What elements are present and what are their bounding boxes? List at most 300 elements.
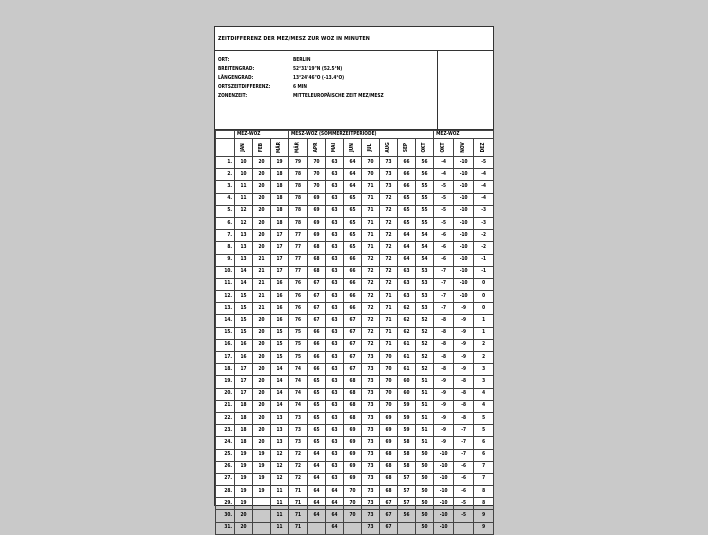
value-cell: 70 — [362, 169, 380, 181]
value-cell: 12 — [235, 217, 253, 229]
group-header-row — [216, 131, 494, 139]
value-cell: 19 — [253, 461, 271, 473]
table-row — [216, 339, 494, 351]
value-cell: 73 — [380, 169, 398, 181]
value-cell: 17 — [271, 230, 289, 242]
value-cell: 63 — [326, 169, 344, 181]
value-cell: -3 — [474, 205, 494, 217]
value-cell: -10 — [434, 486, 454, 498]
value-cell: 72 — [362, 327, 380, 339]
table-row — [216, 510, 494, 522]
value-cell: 55 — [416, 217, 434, 229]
value-cell: 71 — [362, 230, 380, 242]
value-cell: 76 — [289, 303, 308, 315]
value-cell: 67 — [308, 278, 326, 290]
value-cell: 54 — [416, 254, 434, 266]
value-cell: 4 — [474, 388, 494, 400]
value-cell: 66 — [308, 352, 326, 364]
value-cell: 11 — [235, 193, 253, 205]
value-cell: 73 — [362, 437, 380, 449]
month-label: MAI — [332, 142, 337, 153]
value-cell: -8 — [454, 400, 474, 412]
value-cell: 63 — [326, 254, 344, 266]
value-cell: -5 — [454, 498, 474, 510]
value-cell: -10 — [434, 473, 454, 485]
value-cell: -9 — [454, 364, 474, 376]
month-label: JUN — [350, 143, 355, 152]
value-cell: 72 — [380, 242, 398, 254]
value-cell: 13 — [235, 242, 253, 254]
value-cell — [253, 522, 271, 534]
value-cell: 19 — [235, 473, 253, 485]
value-cell: 76 — [289, 291, 308, 303]
day-cell: 3. — [216, 181, 235, 193]
value-cell: -10 — [454, 193, 474, 205]
value-cell: 13 — [235, 254, 253, 266]
info-value: MITTELEUROPÄISCHE ZEIT MEZ/MESZ — [293, 94, 384, 99]
value-cell: -6 — [454, 486, 474, 498]
value-cell: 67 — [344, 364, 362, 376]
table-row — [216, 486, 494, 498]
value-cell: 71 — [362, 181, 380, 193]
value-cell: 15 — [235, 327, 253, 339]
value-cell: 55 — [416, 193, 434, 205]
value-cell: 14 — [271, 400, 289, 412]
value-cell: 52 — [416, 339, 434, 351]
value-cell: 71 — [380, 315, 398, 327]
table-row — [216, 181, 494, 193]
value-cell: 63 — [326, 205, 344, 217]
value-cell: -10 — [434, 461, 454, 473]
value-cell: 73 — [362, 461, 380, 473]
table-row — [216, 473, 494, 485]
value-cell: 20 — [253, 364, 271, 376]
value-cell: 0 — [474, 291, 494, 303]
value-cell: 78 — [289, 217, 308, 229]
value-cell: 72 — [380, 230, 398, 242]
value-cell: 73 — [380, 181, 398, 193]
value-cell: 51 — [416, 412, 434, 424]
value-cell: 72 — [362, 303, 380, 315]
value-cell: 20 — [253, 339, 271, 351]
value-cell: 2 — [474, 339, 494, 351]
value-cell: 77 — [289, 242, 308, 254]
location-info-block — [215, 51, 493, 130]
value-cell: 75 — [289, 352, 308, 364]
day-cell: 30. — [216, 510, 235, 522]
value-cell: 71 — [380, 339, 398, 351]
day-cell: 12. — [216, 291, 235, 303]
value-cell: 21 — [253, 303, 271, 315]
value-cell: 14 — [271, 376, 289, 388]
value-cell: 77 — [289, 230, 308, 242]
value-cell: 64 — [308, 473, 326, 485]
value-cell: 71 — [289, 498, 308, 510]
day-cell: 2. — [216, 169, 235, 181]
table-row — [216, 412, 494, 424]
value-cell: -8 — [434, 315, 454, 327]
value-cell: -7 — [454, 449, 474, 461]
value-cell: 64 — [326, 486, 344, 498]
value-cell: 1 — [474, 315, 494, 327]
value-cell: -6 — [454, 473, 474, 485]
info-key: LÄNGENGRAD: — [218, 76, 254, 81]
value-cell: 20 — [253, 412, 271, 424]
info-divider — [437, 51, 438, 129]
table-row — [216, 461, 494, 473]
value-cell: 63 — [326, 157, 344, 169]
table-row — [216, 157, 494, 169]
value-cell: -10 — [454, 157, 474, 169]
value-cell: 68 — [380, 449, 398, 461]
value-cell: 64 — [308, 510, 326, 522]
day-cell: 20. — [216, 388, 235, 400]
value-cell: 50 — [416, 498, 434, 510]
value-cell: 63 — [326, 315, 344, 327]
info-value: BERLIN — [293, 58, 311, 63]
day-cell: 11. — [216, 278, 235, 290]
month-header — [434, 139, 454, 157]
value-cell: 59 — [398, 412, 416, 424]
day-cell: 16. — [216, 339, 235, 351]
value-cell: 79 — [289, 157, 308, 169]
value-cell: 66 — [344, 254, 362, 266]
value-cell: 63 — [326, 291, 344, 303]
value-cell: 62 — [398, 315, 416, 327]
day-cell: 15. — [216, 327, 235, 339]
value-cell: 70 — [380, 388, 398, 400]
value-cell: 71 — [289, 522, 308, 534]
value-cell: 52 — [416, 364, 434, 376]
table-row — [216, 217, 494, 229]
value-cell: 64 — [308, 449, 326, 461]
value-cell: 63 — [326, 388, 344, 400]
value-cell: 58 — [398, 437, 416, 449]
day-cell: 22. — [216, 412, 235, 424]
value-cell — [253, 498, 271, 510]
month-label: OKT — [422, 142, 428, 153]
info-key: ORT: — [218, 58, 230, 63]
value-cell: 70 — [344, 498, 362, 510]
value-cell: 73 — [362, 486, 380, 498]
month-label: DEZ — [481, 142, 487, 153]
value-cell: 63 — [398, 291, 416, 303]
month-header — [344, 139, 362, 157]
value-cell: 75 — [289, 327, 308, 339]
value-cell: 58 — [398, 461, 416, 473]
value-cell: 64 — [308, 461, 326, 473]
value-cell: -6 — [434, 254, 454, 266]
value-cell: 69 — [344, 473, 362, 485]
value-cell: 16 — [271, 303, 289, 315]
value-cell: 61 — [398, 364, 416, 376]
value-cell: 14 — [235, 266, 253, 278]
value-cell: 56 — [416, 157, 434, 169]
value-cell: 68 — [380, 461, 398, 473]
value-cell: 65 — [308, 412, 326, 424]
value-cell: 18 — [271, 169, 289, 181]
value-cell: 67 — [380, 522, 398, 534]
value-cell: 72 — [362, 315, 380, 327]
value-cell: 17 — [235, 364, 253, 376]
table-row — [216, 437, 494, 449]
value-cell: 70 — [380, 364, 398, 376]
value-cell: 72 — [380, 266, 398, 278]
value-cell: 13 — [271, 437, 289, 449]
value-cell: 63 — [398, 278, 416, 290]
value-cell: 65 — [398, 193, 416, 205]
value-cell: -7 — [434, 278, 454, 290]
value-cell: 72 — [362, 278, 380, 290]
value-cell: 12 — [271, 461, 289, 473]
value-cell: -10 — [454, 217, 474, 229]
value-cell: -7 — [434, 303, 454, 315]
value-cell: 69 — [308, 217, 326, 229]
value-cell: 70 — [380, 400, 398, 412]
table-row — [216, 388, 494, 400]
value-cell: 9 — [474, 510, 494, 522]
value-cell: 16 — [271, 291, 289, 303]
value-cell: 17 — [235, 388, 253, 400]
value-cell: 51 — [416, 388, 434, 400]
value-cell: 13 — [271, 412, 289, 424]
info-value: 52°31'19"N (52.5°N) — [293, 67, 343, 72]
value-cell: 51 — [416, 376, 434, 388]
value-cell: -3 — [474, 217, 494, 229]
day-cell: 9. — [216, 254, 235, 266]
value-cell: -10 — [454, 205, 474, 217]
value-cell: 64 — [308, 486, 326, 498]
month-header — [271, 139, 289, 157]
value-cell: 68 — [344, 376, 362, 388]
value-cell: 13 — [235, 230, 253, 242]
table-row — [216, 449, 494, 461]
value-cell: 20 — [253, 376, 271, 388]
value-cell: 63 — [326, 364, 344, 376]
month-label: MÄR — [295, 142, 301, 153]
table-row — [216, 254, 494, 266]
value-cell: 3 — [474, 376, 494, 388]
value-cell: 71 — [362, 242, 380, 254]
value-cell: 64 — [308, 498, 326, 510]
value-cell — [454, 522, 474, 534]
value-cell: 69 — [344, 437, 362, 449]
value-cell: -8 — [434, 327, 454, 339]
value-cell: 20 — [253, 157, 271, 169]
value-cell: 14 — [271, 364, 289, 376]
table-row — [216, 522, 494, 534]
day-cell: 1. — [216, 157, 235, 169]
value-cell: -7 — [434, 266, 454, 278]
value-cell: 74 — [289, 400, 308, 412]
month-label: JUL — [368, 143, 373, 152]
day-cell: 26. — [216, 461, 235, 473]
value-cell: 66 — [308, 364, 326, 376]
info-value: 13°24'46"O (-13.4°O) — [293, 76, 345, 81]
value-cell: -5 — [434, 193, 454, 205]
value-cell: 63 — [326, 230, 344, 242]
group-header-winter-1: MEZ-WOZ — [235, 131, 289, 139]
value-cell: 53 — [416, 291, 434, 303]
table-row — [216, 303, 494, 315]
value-cell: 50 — [416, 461, 434, 473]
value-cell: 78 — [289, 169, 308, 181]
value-cell: -10 — [454, 230, 474, 242]
month-header — [326, 139, 344, 157]
value-cell: -5 — [474, 157, 494, 169]
value-cell: -4 — [474, 169, 494, 181]
value-cell: 12 — [235, 205, 253, 217]
value-cell: 19 — [235, 498, 253, 510]
value-cell: -5 — [454, 510, 474, 522]
value-cell: 50 — [416, 522, 434, 534]
value-cell: 15 — [235, 315, 253, 327]
value-cell: 19 — [253, 449, 271, 461]
value-cell: 10 — [235, 169, 253, 181]
value-cell: -10 — [454, 254, 474, 266]
value-cell: 57 — [398, 473, 416, 485]
value-cell: 9 — [474, 522, 494, 534]
month-header — [289, 139, 308, 157]
value-cell: 66 — [308, 327, 326, 339]
value-cell: 69 — [380, 425, 398, 437]
value-cell: 63 — [326, 339, 344, 351]
value-cell: 64 — [398, 254, 416, 266]
value-cell: 53 — [416, 303, 434, 315]
month-label: SEP — [404, 142, 409, 153]
table-row — [216, 169, 494, 181]
value-cell: 16 — [271, 315, 289, 327]
value-cell: 63 — [398, 266, 416, 278]
value-cell: 59 — [398, 400, 416, 412]
value-cell: 68 — [344, 388, 362, 400]
month-label: OKT — [441, 142, 447, 153]
value-cell: 18 — [271, 205, 289, 217]
value-cell: 7 — [474, 461, 494, 473]
value-cell: 74 — [289, 388, 308, 400]
value-cell: 61 — [398, 352, 416, 364]
value-cell: 18 — [235, 412, 253, 424]
value-cell: 1 — [474, 327, 494, 339]
value-cell: 20 — [253, 425, 271, 437]
value-cell: 73 — [289, 437, 308, 449]
value-cell: 63 — [326, 303, 344, 315]
value-cell: 20 — [253, 352, 271, 364]
value-cell: -5 — [434, 205, 454, 217]
value-cell: 52 — [416, 327, 434, 339]
value-cell: 20 — [253, 315, 271, 327]
value-cell: 73 — [289, 412, 308, 424]
table-row — [216, 364, 494, 376]
value-cell: -10 — [434, 510, 454, 522]
value-cell: 19 — [253, 473, 271, 485]
value-cell — [308, 522, 326, 534]
month-header — [454, 139, 474, 157]
value-cell: -8 — [434, 364, 454, 376]
value-cell: 50 — [416, 486, 434, 498]
value-cell: 65 — [308, 400, 326, 412]
value-cell: 73 — [362, 510, 380, 522]
value-cell: -9 — [434, 376, 454, 388]
value-cell: 56 — [398, 510, 416, 522]
value-cell: -2 — [474, 230, 494, 242]
table-row — [216, 376, 494, 388]
value-cell: 72 — [380, 217, 398, 229]
value-cell: 6 — [474, 437, 494, 449]
table-row — [216, 315, 494, 327]
value-cell: 51 — [416, 400, 434, 412]
value-cell: 76 — [289, 315, 308, 327]
value-cell: 72 — [380, 254, 398, 266]
value-cell: 69 — [344, 449, 362, 461]
value-cell: -5 — [434, 217, 454, 229]
value-cell: 50 — [416, 473, 434, 485]
value-cell: 65 — [344, 205, 362, 217]
value-cell: 64 — [344, 157, 362, 169]
value-cell: 55 — [416, 181, 434, 193]
value-cell: 2 — [474, 352, 494, 364]
value-cell: 20 — [235, 522, 253, 534]
value-cell: -9 — [454, 303, 474, 315]
value-cell: -10 — [454, 169, 474, 181]
value-cell: -8 — [454, 412, 474, 424]
value-cell: 63 — [326, 437, 344, 449]
value-cell: 16 — [235, 339, 253, 351]
value-cell: 63 — [326, 193, 344, 205]
value-cell: 20 — [253, 388, 271, 400]
month-label: NOV — [461, 142, 467, 153]
value-cell: -4 — [474, 181, 494, 193]
value-cell: 70 — [380, 352, 398, 364]
sheet-title: ZEITDIFFERENZ DER MEZ/MESZ ZUR WOZ IN MINUTEN — [215, 27, 493, 51]
value-cell: 18 — [235, 437, 253, 449]
value-cell: 71 — [362, 217, 380, 229]
value-cell: 67 — [380, 498, 398, 510]
value-cell: -9 — [454, 327, 474, 339]
table-row — [216, 327, 494, 339]
table-row — [216, 498, 494, 510]
month-header-row — [216, 139, 494, 157]
value-cell: 50 — [416, 510, 434, 522]
value-cell: 68 — [380, 473, 398, 485]
month-header — [416, 139, 434, 157]
value-cell: -10 — [434, 449, 454, 461]
value-cell: -1 — [474, 266, 494, 278]
day-cell: 13. — [216, 303, 235, 315]
value-cell: 73 — [289, 425, 308, 437]
value-cell: 50 — [416, 449, 434, 461]
value-cell: 52 — [416, 352, 434, 364]
value-cell: 66 — [398, 181, 416, 193]
value-cell: 72 — [362, 291, 380, 303]
value-cell: 65 — [344, 217, 362, 229]
value-cell: 17 — [271, 254, 289, 266]
value-cell: 78 — [289, 181, 308, 193]
value-cell — [253, 510, 271, 522]
month-header — [474, 139, 494, 157]
value-cell: 64 — [326, 522, 344, 534]
value-cell: 74 — [289, 364, 308, 376]
value-cell: -8 — [454, 376, 474, 388]
table-row — [216, 193, 494, 205]
value-cell: -10 — [454, 278, 474, 290]
value-cell: -10 — [434, 498, 454, 510]
value-cell: 71 — [362, 193, 380, 205]
value-cell: 15 — [271, 327, 289, 339]
value-cell: 6 — [474, 449, 494, 461]
value-cell: 68 — [344, 412, 362, 424]
day-cell: 6. — [216, 217, 235, 229]
